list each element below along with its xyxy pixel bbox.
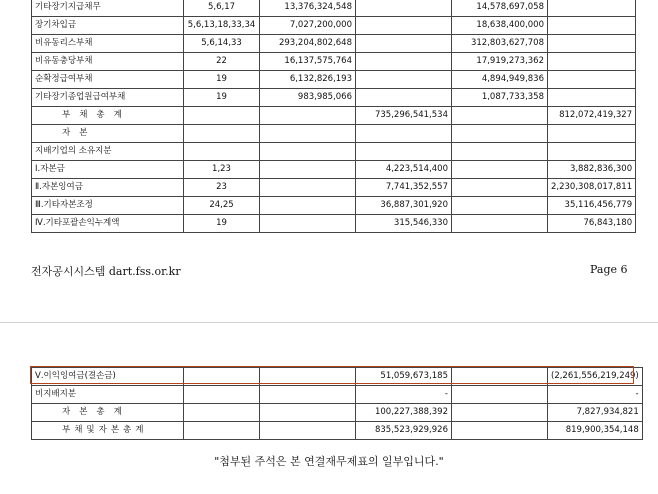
table-row (32, 89, 636, 107)
cell-c3 (260, 161, 356, 179)
cell-note: 5,6,14,33 (184, 35, 260, 53)
cell-c6: 3,882,836,300 (548, 161, 636, 179)
cell-c4 (356, 125, 452, 143)
cell-c6: 812,072,419,327 (548, 107, 636, 125)
table-row (32, 35, 636, 53)
cell-label: 부채및자본총계 (32, 422, 184, 440)
cell-c3: 13,376,324,548 (260, 0, 356, 17)
footnote: "첨부된 주석은 본 연결재무제표의 일부입니다." (214, 455, 444, 468)
table-row (32, 143, 636, 161)
cell-c3 (260, 422, 356, 440)
cell-note: 1,23 (184, 161, 260, 179)
cell-c4: 51,059,673,185 (356, 368, 452, 386)
cell-label: 기타장기종업원급여부채 (32, 89, 184, 107)
cell-note (184, 386, 260, 404)
table-row (32, 386, 643, 404)
table-row (32, 179, 636, 197)
cell-c6 (548, 71, 636, 89)
cell-c6 (548, 53, 636, 71)
cell-c3: 16,137,575,764 (260, 53, 356, 71)
cell-c5: 4,894,949,836 (452, 71, 548, 89)
cell-label: Ⅲ.기타자본조정 (32, 197, 184, 215)
cell-c4 (356, 35, 452, 53)
table-row (32, 0, 636, 17)
cell-c6: 76,843,180 (548, 215, 636, 233)
cell-c6: 35,116,456,779 (548, 197, 636, 215)
table-row (32, 197, 636, 215)
cell-label: 장기차입금 (32, 17, 184, 35)
cell-c5: 312,803,627,708 (452, 35, 548, 53)
cell-label: 지배기업의 소유지분 (32, 143, 184, 161)
cell-label: Ⅳ.기타포괄손익누계액 (32, 215, 184, 233)
page-separator (0, 322, 658, 323)
cell-c3 (260, 125, 356, 143)
cell-note (184, 422, 260, 440)
table-row (32, 422, 643, 440)
cell-c5: 18,638,400,000 (452, 17, 548, 35)
cell-c5 (452, 386, 548, 404)
table-row (32, 17, 636, 35)
cell-note: 5,6,17 (184, 0, 260, 17)
cell-c4: 7,741,352,557 (356, 179, 452, 197)
cell-c3 (260, 368, 356, 386)
cell-label: 자본 (32, 125, 184, 143)
cell-c6: (2,261,556,219,249) (548, 368, 643, 386)
cell-note: 19 (184, 215, 260, 233)
cell-note: 19 (184, 89, 260, 107)
cell-c3 (260, 197, 356, 215)
cell-c4: 835,523,929,926 (356, 422, 452, 440)
cell-note (184, 143, 260, 161)
cell-note: 22 (184, 53, 260, 71)
cell-label: Ⅴ.이익잉여금(결손금) (32, 368, 184, 386)
cell-c4 (356, 53, 452, 71)
cell-c6 (548, 89, 636, 107)
cell-c6 (548, 35, 636, 53)
cell-c4 (356, 71, 452, 89)
cell-label: 기타장기지급채무 (32, 0, 184, 17)
cell-c4: 4,223,514,400 (356, 161, 452, 179)
cell-label: Ⅰ.자본금 (32, 161, 184, 179)
table-row (32, 71, 636, 89)
cell-c4: 315,546,330 (356, 215, 452, 233)
cell-c3: 293,204,802,648 (260, 35, 356, 53)
cell-c5 (452, 215, 548, 233)
table-row (32, 368, 643, 386)
cell-note (184, 125, 260, 143)
cell-note: 24,25 (184, 197, 260, 215)
cell-c4: 100,227,388,392 (356, 404, 452, 422)
cell-note: 5,6,13,18,33,34 (184, 17, 260, 35)
cell-c5 (452, 143, 548, 161)
cell-c5 (452, 404, 548, 422)
cell-c5 (452, 125, 548, 143)
footer-page-number: Page 6 (590, 263, 628, 276)
cell-c5 (452, 368, 548, 386)
cell-note (184, 368, 260, 386)
cell-c4: - (356, 386, 452, 404)
cell-c4 (356, 0, 452, 17)
cell-label: 비지배지분 (32, 386, 184, 404)
cell-c6: - (548, 386, 643, 404)
cell-c4: 735,296,541,534 (356, 107, 452, 125)
table-row (32, 125, 636, 143)
cell-c6 (548, 17, 636, 35)
cell-c6 (548, 125, 636, 143)
table-row (32, 215, 636, 233)
balance-sheet-table-top (31, 0, 636, 233)
cell-c6: 2,230,308,017,811 (548, 179, 636, 197)
cell-label: Ⅱ.자본잉여금 (32, 179, 184, 197)
cell-c5 (452, 107, 548, 125)
cell-c3: 7,027,200,000 (260, 17, 356, 35)
cell-c6 (548, 143, 636, 161)
cell-c3 (260, 179, 356, 197)
cell-c3 (260, 215, 356, 233)
cell-note (184, 107, 260, 125)
cell-c3: 6,132,826,193 (260, 71, 356, 89)
cell-label: 비유동리스부채 (32, 35, 184, 53)
table-row (32, 161, 636, 179)
cell-c6: 7,827,934,821 (548, 404, 643, 422)
cell-c4 (356, 143, 452, 161)
cell-label: 비유동충당부채 (32, 53, 184, 71)
cell-c3 (260, 143, 356, 161)
table-row (32, 404, 643, 422)
cell-c4: 36,887,301,920 (356, 197, 452, 215)
table-row (32, 107, 636, 125)
cell-c5 (452, 161, 548, 179)
cell-note: 19 (184, 71, 260, 89)
cell-c5: 17,919,273,362 (452, 53, 548, 71)
cell-c5 (452, 179, 548, 197)
cell-c5 (452, 197, 548, 215)
cell-c3: 983,985,066 (260, 89, 356, 107)
cell-c4 (356, 89, 452, 107)
cell-c5: 1,087,733,358 (452, 89, 548, 107)
cell-c5: 14,578,697,058 (452, 0, 548, 17)
cell-c6 (548, 0, 636, 17)
cell-c5 (452, 422, 548, 440)
cell-c3 (260, 386, 356, 404)
cell-label: 순확정급여부채 (32, 71, 184, 89)
cell-note (184, 404, 260, 422)
cell-c3 (260, 107, 356, 125)
footer-site: 전자공시시스템 dart.fss.or.kr (31, 265, 181, 278)
cell-label: 자본총계 (32, 404, 184, 422)
table-row (32, 53, 636, 71)
cell-label: 부채총계 (32, 107, 184, 125)
cell-note: 23 (184, 179, 260, 197)
cell-c4 (356, 17, 452, 35)
cell-c6: 819,900,354,148 (548, 422, 643, 440)
cell-c3 (260, 404, 356, 422)
balance-sheet-table-bottom (31, 367, 643, 440)
